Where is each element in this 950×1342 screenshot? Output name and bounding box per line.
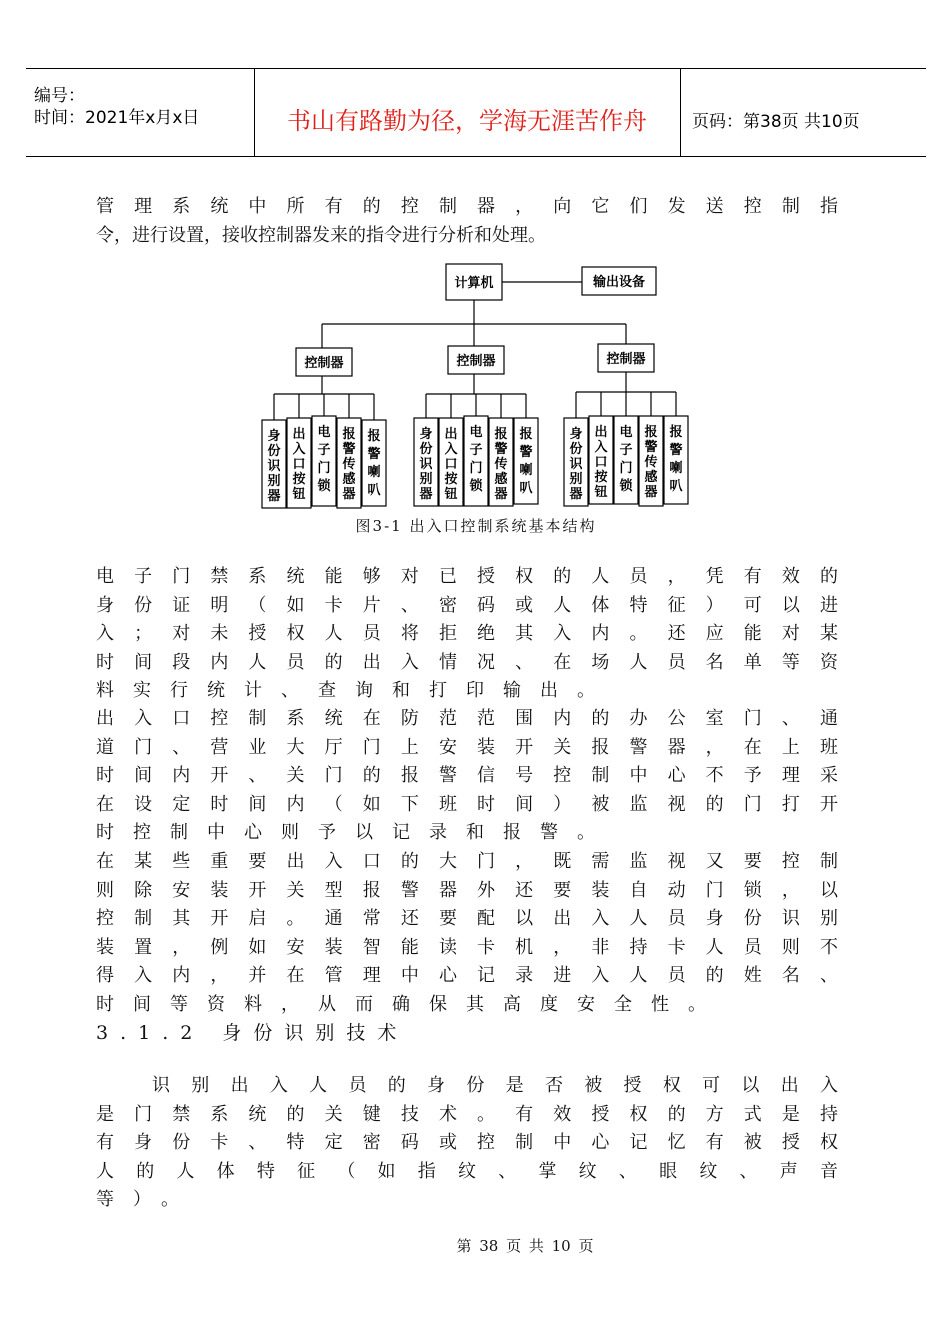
text-line: 管理系统中所有的控制器，向它们发送控制指: [96, 196, 838, 217]
text-line: 入；对未授权人员将拒绝其入内。还应能对某: [96, 623, 838, 644]
text-line: 料实行统计、查询和打印输出。: [96, 680, 614, 701]
text-line: 得入内，并在管理中心记录进入人员的姓名、: [96, 965, 838, 986]
paragraph-2: [96, 705, 838, 848]
device-label: 报警传感器: [494, 427, 508, 502]
text-line: 电子门禁系统能够对已授权的人员，凭有效的: [96, 566, 838, 587]
text-line: 道门、营业大厅门上安装开关报警器，在上班: [96, 736, 838, 758]
text-line: 时间段内人员的出入情况、在场人员名单等资: [96, 651, 838, 673]
device-label: 电子门锁: [619, 425, 633, 494]
header-meta-cell: [26, 69, 255, 156]
figure-caption: 图3-1 出入口控制系统基本结构: [355, 517, 597, 535]
controller-label: 控制器: [456, 354, 496, 369]
device-label: 电子门锁: [317, 425, 331, 494]
page-header: [26, 68, 926, 157]
text-line: 令，进行设置，接收控制器发来的指令进行分析和处理。: [96, 224, 546, 246]
paragraph-3: [96, 848, 838, 1019]
device-label: 报警传感器: [342, 427, 356, 502]
text-line: 在设定时间内（如下班时间）被监视的门打开: [96, 793, 838, 815]
device-label: 报警喇叭: [669, 425, 683, 494]
device-label: 报警传感器: [644, 425, 658, 500]
device-label: 身份识别器: [419, 427, 433, 502]
document-number-label: 编号：: [34, 86, 85, 106]
access-control-diagram: [250, 258, 700, 513]
device-label: 身份识别器: [569, 427, 583, 502]
document-time-label: 时间：2021年x月x日: [34, 108, 200, 128]
text-line: 是门禁系统的关键技术。有效授权的方式是持: [96, 1103, 838, 1125]
section-heading: 3.1.2 身份识别技术: [96, 1022, 409, 1044]
device-label: 出入口按钮: [594, 425, 608, 500]
header-motto-cell: [254, 69, 681, 156]
text-line: 等）。: [96, 1189, 198, 1210]
controller-label: 控制器: [606, 352, 646, 367]
controller-label: 控制器: [304, 356, 344, 371]
intro-paragraph: [96, 193, 838, 250]
paragraph-1: [96, 563, 838, 706]
output-device-label: 输出设备: [592, 275, 646, 290]
text-line: 识别出入人员的身份是否被授权可以出入: [152, 1075, 838, 1096]
text-line: 有身份卡、特定密码或控制中心记忆有被授权: [96, 1132, 838, 1153]
text-line: 时间内开、关门的报警信号控制中心不予理采: [96, 765, 838, 786]
text-line: 则除安装开关型报警器外还要装自动门锁，以: [96, 879, 838, 901]
device-label: 身份识别器: [267, 429, 281, 504]
header-page-label: 页码：第38页 共10页: [692, 112, 860, 132]
text-line: 在某些重要出入口的大门，既需监视又要控制: [96, 851, 838, 872]
device-label: 报警喇叭: [367, 429, 381, 498]
paragraph-4: [96, 1072, 838, 1215]
text-line: 身份证明（如卡片、密码或人体特征）可以进: [96, 594, 838, 616]
text-line: 时间等资料，从而确保其高度安全性。: [96, 993, 725, 1015]
text-line: 时控制中心则予以记录和报警。: [96, 822, 614, 843]
text-line: 人的人体特征（如指纹、掌纹、眼纹、声音: [96, 1160, 838, 1182]
device-label: 出入口按钮: [444, 427, 458, 502]
text-line: 装置，例如安装智能读卡机，非持卡人员则不: [96, 936, 838, 958]
device-label: 出入口按钮: [292, 427, 306, 502]
device-label: 电子门锁: [469, 425, 483, 494]
device-label: 报警喇叭: [519, 427, 533, 496]
text-line: 出入口控制系统在防范范围内的办公室门、通: [96, 708, 838, 729]
page-footer: 第 38 页 共 10 页: [456, 1237, 594, 1255]
text-line: 控制其开启。通常还要配以出入人员身份识别: [96, 908, 838, 929]
header-motto: 书山有路勤为径，学海无涯苦作舟: [287, 107, 647, 135]
computer-label: 计算机: [454, 276, 494, 291]
header-page-cell: [680, 69, 926, 156]
